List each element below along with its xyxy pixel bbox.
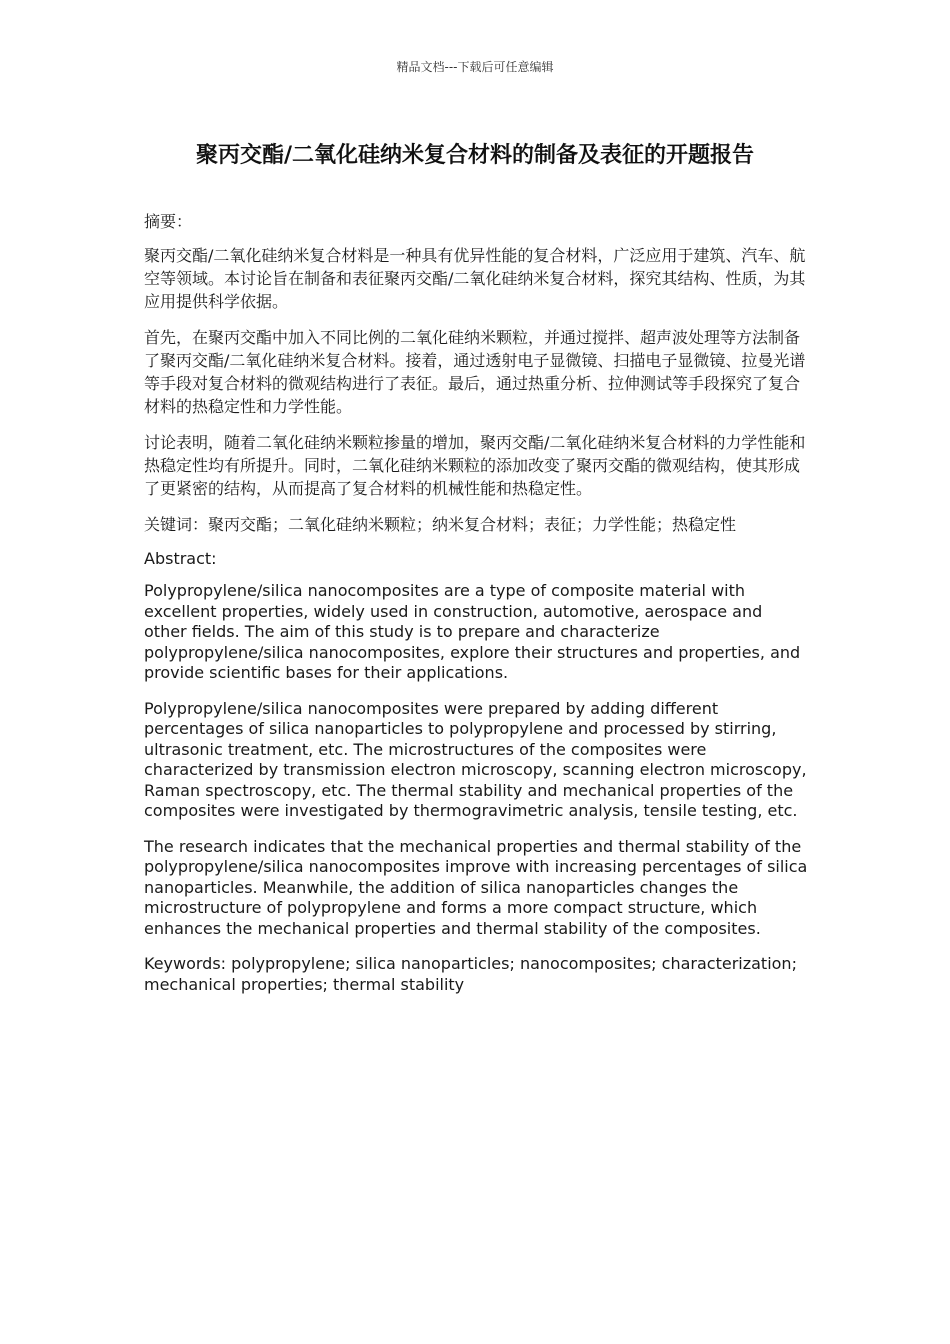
english-keywords: Keywords: polypropylene; silica nanoparticles; nanocomposites; characterization; mechanical properties; thermal stability	[144, 954, 797, 994]
chinese-keywords: 关键词：聚丙交酯；二氧化硅纳米颗粒；纳米复合材料；表征；力学性能；热稳定性	[144, 515, 737, 534]
document-body	[144, 210, 808, 1010]
english-abstract-paragraph-1: Polypropylene/silica nanocomposites are a type of composite material with excellent properties, widely used in construction, automotive, aerospace and other fields. The aim of this study is to prepare and characterize polypropylene/silica nanocomposites, explore their structures and properties, and provide scientific bases for their applications.	[144, 581, 801, 682]
chinese-abstract-heading: 摘要：	[144, 212, 193, 231]
page-header-note: 精品文档---下载后可任意编辑	[396, 60, 554, 74]
english-abstract-heading: Abstract:	[144, 549, 217, 568]
document-title: 聚丙交酯/二氧化硅纳米复合材料的制备及表征的开题报告	[195, 143, 755, 168]
chinese-abstract-paragraph-3: 讨论表明，随着二氧化硅纳米颗粒掺量的增加，聚丙交酯/二氧化硅纳米复合材料的力学性能和热稳定性均有所提升。同时，二氧化硅纳米颗粒的添加改变了聚丙交酯的微观结构，使其形成了更紧密的结构，从而提高了复合材料的机械性能和热稳定性。	[144, 433, 806, 498]
english-abstract-paragraph-2: Polypropylene/silica nanocomposites were prepared by adding different percentages of silica nanoparticles to polypropylene and processed by stirring, ultrasonic treatment, etc. The microstructures of the composites were characterized by transmission electron microscopy, scanning electron microscopy, Raman spectroscopy, etc. The thermal stability and mechanical properties of the composites were investigated by thermogravimetric analysis, tensile testing, etc.	[144, 698, 807, 820]
english-abstract-paragraph-3: The research indicates that the mechanical properties and thermal stability of the polypropylene/silica nanocomposites improve with increasing percentages of silica nanoparticles. Meanwhile, the addition of silica nanoparticles changes the microstructure of polypropylene and forms a more compact structure, which enhances the mechanical properties and thermal stability of the composites.	[144, 836, 808, 938]
chinese-abstract-paragraph-1: 聚丙交酯/二氧化硅纳米复合材料是一种具有优异性能的复合材料，广泛应用于建筑、汽车、航空等领域。本讨论旨在制备和表征聚丙交酯/二氧化硅纳米复合材料，探究其结构、性质，为其应用提供科学依据。	[144, 246, 806, 311]
chinese-abstract-paragraph-2: 首先，在聚丙交酯中加入不同比例的二氧化硅纳米颗粒，并通过搅拌、超声波处理等方法制备了聚丙交酯/二氧化硅纳米复合材料。接着，通过透射电子显微镜、扫描电子显微镜、拉曼光谱等手段对复合材料的微观结构进行了表征。最后，通过热重分析、拉伸测试等手段探究了复合材料的热稳定性和力学性能。	[144, 328, 806, 416]
